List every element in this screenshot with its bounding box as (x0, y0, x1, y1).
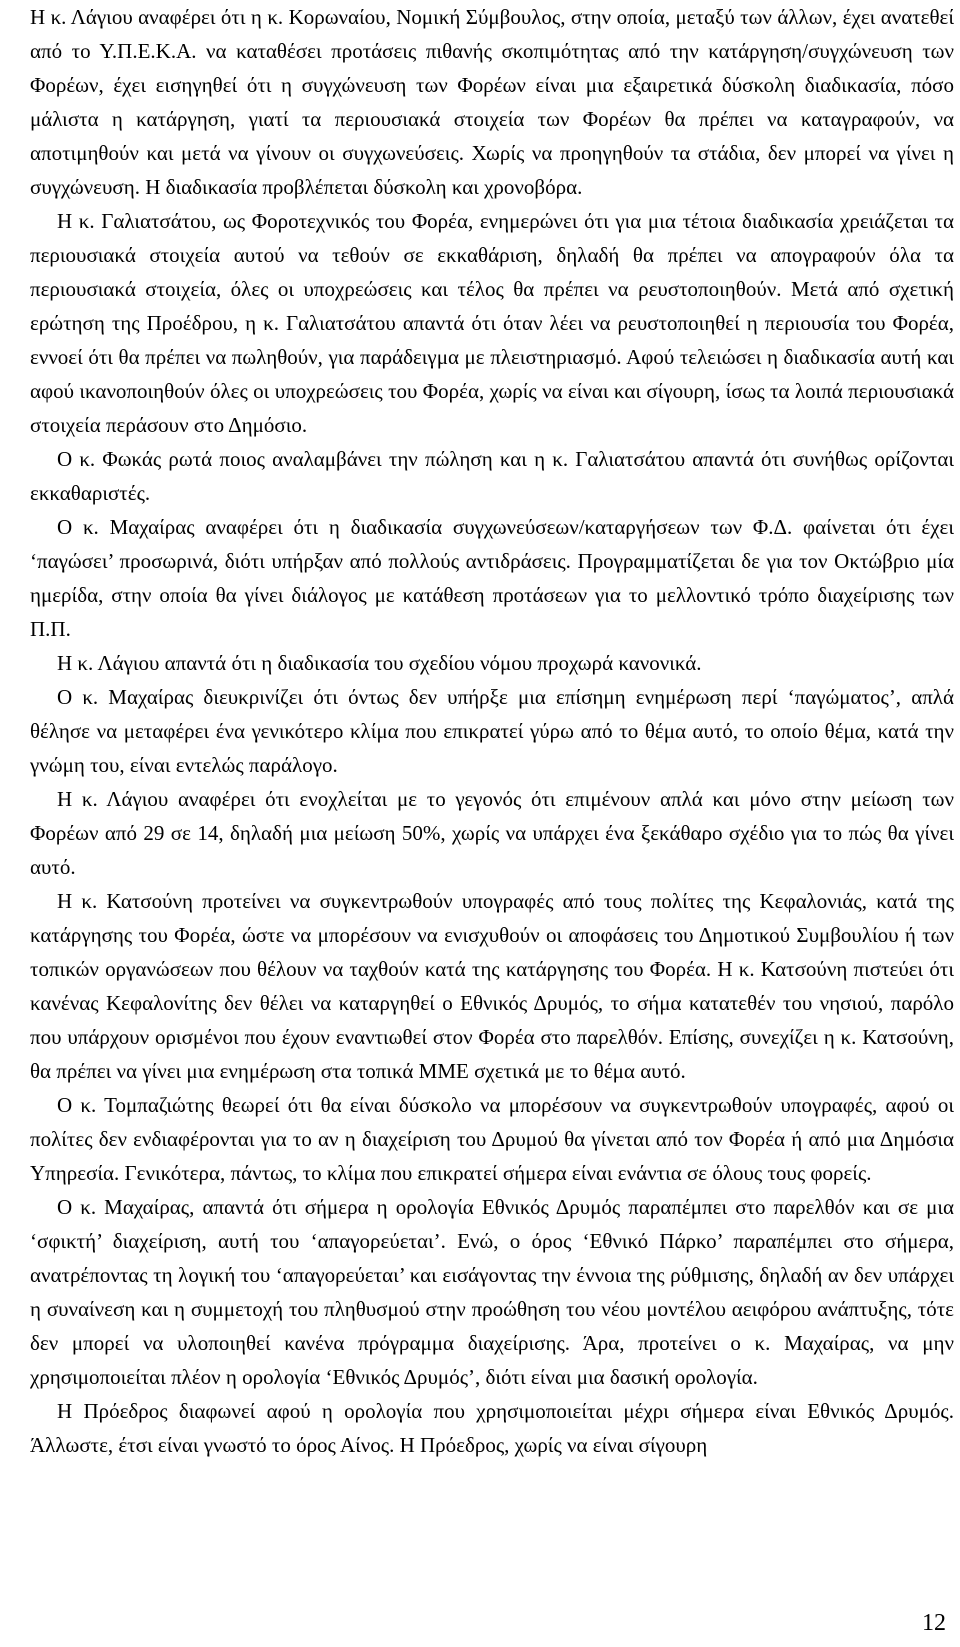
paragraph-lagiou-2: Η κ. Λάγιου απαντά ότι η διαδικασία του σχεδίου νόμου προχωρά κανονικά. (57, 651, 702, 675)
paragraph-machairas-3: Ο κ. Μαχαίρας, απαντά ότι σήμερα η ορολογία Εθνικός Δρυμός παραπέμπει στο παρελθόν και σε μια ‘σφικτή’ διαχείριση, αυτή του ‘απαγορεύεται’. Ενώ, ο όρος ‘Εθνικό Πάρκο’ παραπέμπει στο σήμερα, ανατρέποντας τη λογική του ‘απαγορεύεται’ και εισάγοντας την έννοια της ρύθμισης, δηλαδή αν δεν υπάρχει η συναίνεση και η συμμετοχή του πληθυσμού στην προώθηση του νέου μοντέλου αειφόρου ανάπτυξης, τότε δεν μπορεί να υλοποιηθεί κανένα πρόγραμμα διαχείρισης. Άρα, προτείνει ο κ. Μαχαίρας, να μην χρησιμοποιείται πλέον η ορολογία ‘Εθνικός Δρυμός’, διότι είναι μια δασική ορολογία. (30, 1195, 954, 1389)
paragraph-fokas: Ο κ. Φωκάς ρωτά ποιος αναλαμβάνει την πώληση και η κ. Γαλιατσάτου απαντά ότι συνήθως ορίζονται εκκαθαριστές. (30, 447, 954, 505)
paragraph-lagiou-3: Η κ. Λάγιου αναφέρει ότι ενοχλείται με το γεγονός ότι επιμένουν απλά και μόνο στην μείωση των Φορέων από 29 σε 14, δηλαδή μια μείωση 50%, χωρίς να υπάρχει ένα ξεκάθαρο σχέδιο για το πώς θα γίνει αυτό. (30, 787, 954, 879)
document-page (30, 0, 954, 1462)
paragraph-tompaziotis: Ο κ. Τομπαζιώτης θεωρεί ότι θα είναι δύσκολο να μπορέσουν να συγκεντρωθούν υπογραφές, αφού οι πολίτες δεν ενδιαφέρονται για το αν η διαχείριση του Δρυμού θα γίνεται από τον Φορέα ή από μια Δημόσια Υπηρεσία. Γενικότερα, πάντως, το κλίμα που επικρατεί σήμερα είναι ενάντια σε όλους τους φορείς. (30, 1093, 954, 1185)
page-number: 12 (922, 1610, 946, 1636)
paragraph-galiatsatou: Η κ. Γαλιατσάτου, ως Φοροτεχνικός του Φορέα, ενημερώνει ότι για μια τέτοια διαδικασία χρειάζεται τα περιουσιακά στοιχεία αυτού να τεθούν σε εκκαθάριση, δηλαδή θα πρέπει να απογραφούν όλα τα περιουσιακά στοιχεία, όλες οι υποχρεώσεις και τέλος θα πρέπει να ρευστοποιηθούν. Μετά από σχετική ερώτηση της Προέδρου, η κ. Γαλιατσάτου απαντά ότι όταν λέει να ρευστοποιηθεί η περιουσία του Φορέα, εννοεί ότι θα πρέπει να πωληθούν, για παράδειγμα με πλειστηριασμό. Αφού τελειώσει η διαδικασία αυτή και αφού ικανοποιηθούν όλες οι υποχρεώσεις του Φορέα, χωρίς να είναι και σίγουρη, ίσως τα λοιπά περιουσιακά στοιχεία περάσουν στο Δημόσιο. (30, 209, 954, 437)
paragraph-machairas-2: Ο κ. Μαχαίρας διευκρινίζει ότι όντως δεν υπήρξε μια επίσημη ενημέρωση περί ‘παγώματος’, απλά θέλησε να μεταφέρει ένα γενικότερο κλίμα που επικρατεί γύρω από το θέμα αυτό, το οποίο θέμα, κατά την γνώμη του, είναι εντελώς παράλογο. (30, 685, 954, 777)
paragraph-machairas-1: Ο κ. Μαχαίρας αναφέρει ότι η διαδικασία συγχωνεύσεων/καταργήσεων των Φ.Δ. φαίνεται ότι έχει ‘παγώσει’ προσωρινά, διότι υπήρξαν από πολλούς αντιδράσεις. Προγραμματίζεται δε για τον Οκτώβριο μία ημερίδα, στην οποία θα γίνει διάλογος με κατάθεση προτάσεων για το μελλοντικό τρόπο διαχείρισης των Π.Π. (30, 515, 954, 641)
paragraph-lagiou-koronaiou: Η κ. Λάγιου αναφέρει ότι η κ. Κορωναίου, Νομική Σύμβουλος, στην οποία, μεταξύ των άλλων, έχει ανατεθεί από το Υ.Π.Ε.Κ.Α. να καταθέσει προτάσεις πιθανής σκοπιμότητας από την κατάργηση/συγχώνευση των Φορέων, έχει εισηγηθεί ότι η συγχώνευση των Φορέων είναι μια εξαιρετικά δύσκολη διαδικασία, πόσο μάλιστα η κατάργηση, γιατί τα περιουσιακά στοιχεία των Φορέων θα πρέπει να καταγραφούν, να αποτιμηθούν και μετά να γίνουν οι συγχωνεύσεις. Χωρίς να προηγηθούν τα στάδια, δεν μπορεί να γίνει η συγχώνευση. Η διαδικασία προβλέπεται δύσκολη και χρονοβόρα. (30, 5, 954, 199)
paragraph-proedros: Η Πρόεδρος διαφωνεί αφού η ορολογία που χρησιμοποιείται μέχρι σήμερα είναι Εθνικός Δρυμός. Άλλωστε, έτσι είναι γνωστό το όρος Αίνος. Η Πρόεδρος, χωρίς να είναι σίγουρη (30, 1399, 954, 1457)
paragraph-katsouni: Η κ. Κατσούνη προτείνει να συγκεντρωθούν υπογραφές από τους πολίτες της Κεφαλονιάς, κατά της κατάργησης του Φορέα, ώστε να μπορέσουν να ενισχυθούν οι αποφάσεις του Δημοτικού Συμβουλίου ή των τοπικών οργανώσεων που θέλουν να ταχθούν κατά της κατάργησης του Φορέα. Η κ. Κατσούνη πιστεύει ότι κανένας Κεφαλονίτης δεν θέλει να καταργηθεί ο Εθνικός Δρυμός, το σήμα κατατεθέν του νησιού, παρόλο που υπάρχουν ορισμένοι που έχουν εναντιωθεί στον Φορέα στο παρελθόν. Επίσης, συνεχίζει η κ. Κατσούνη, θα πρέπει να γίνει μια ενημέρωση στα τοπικά ΜΜΕ σχετικά με το θέμα αυτό. (30, 889, 954, 1083)
